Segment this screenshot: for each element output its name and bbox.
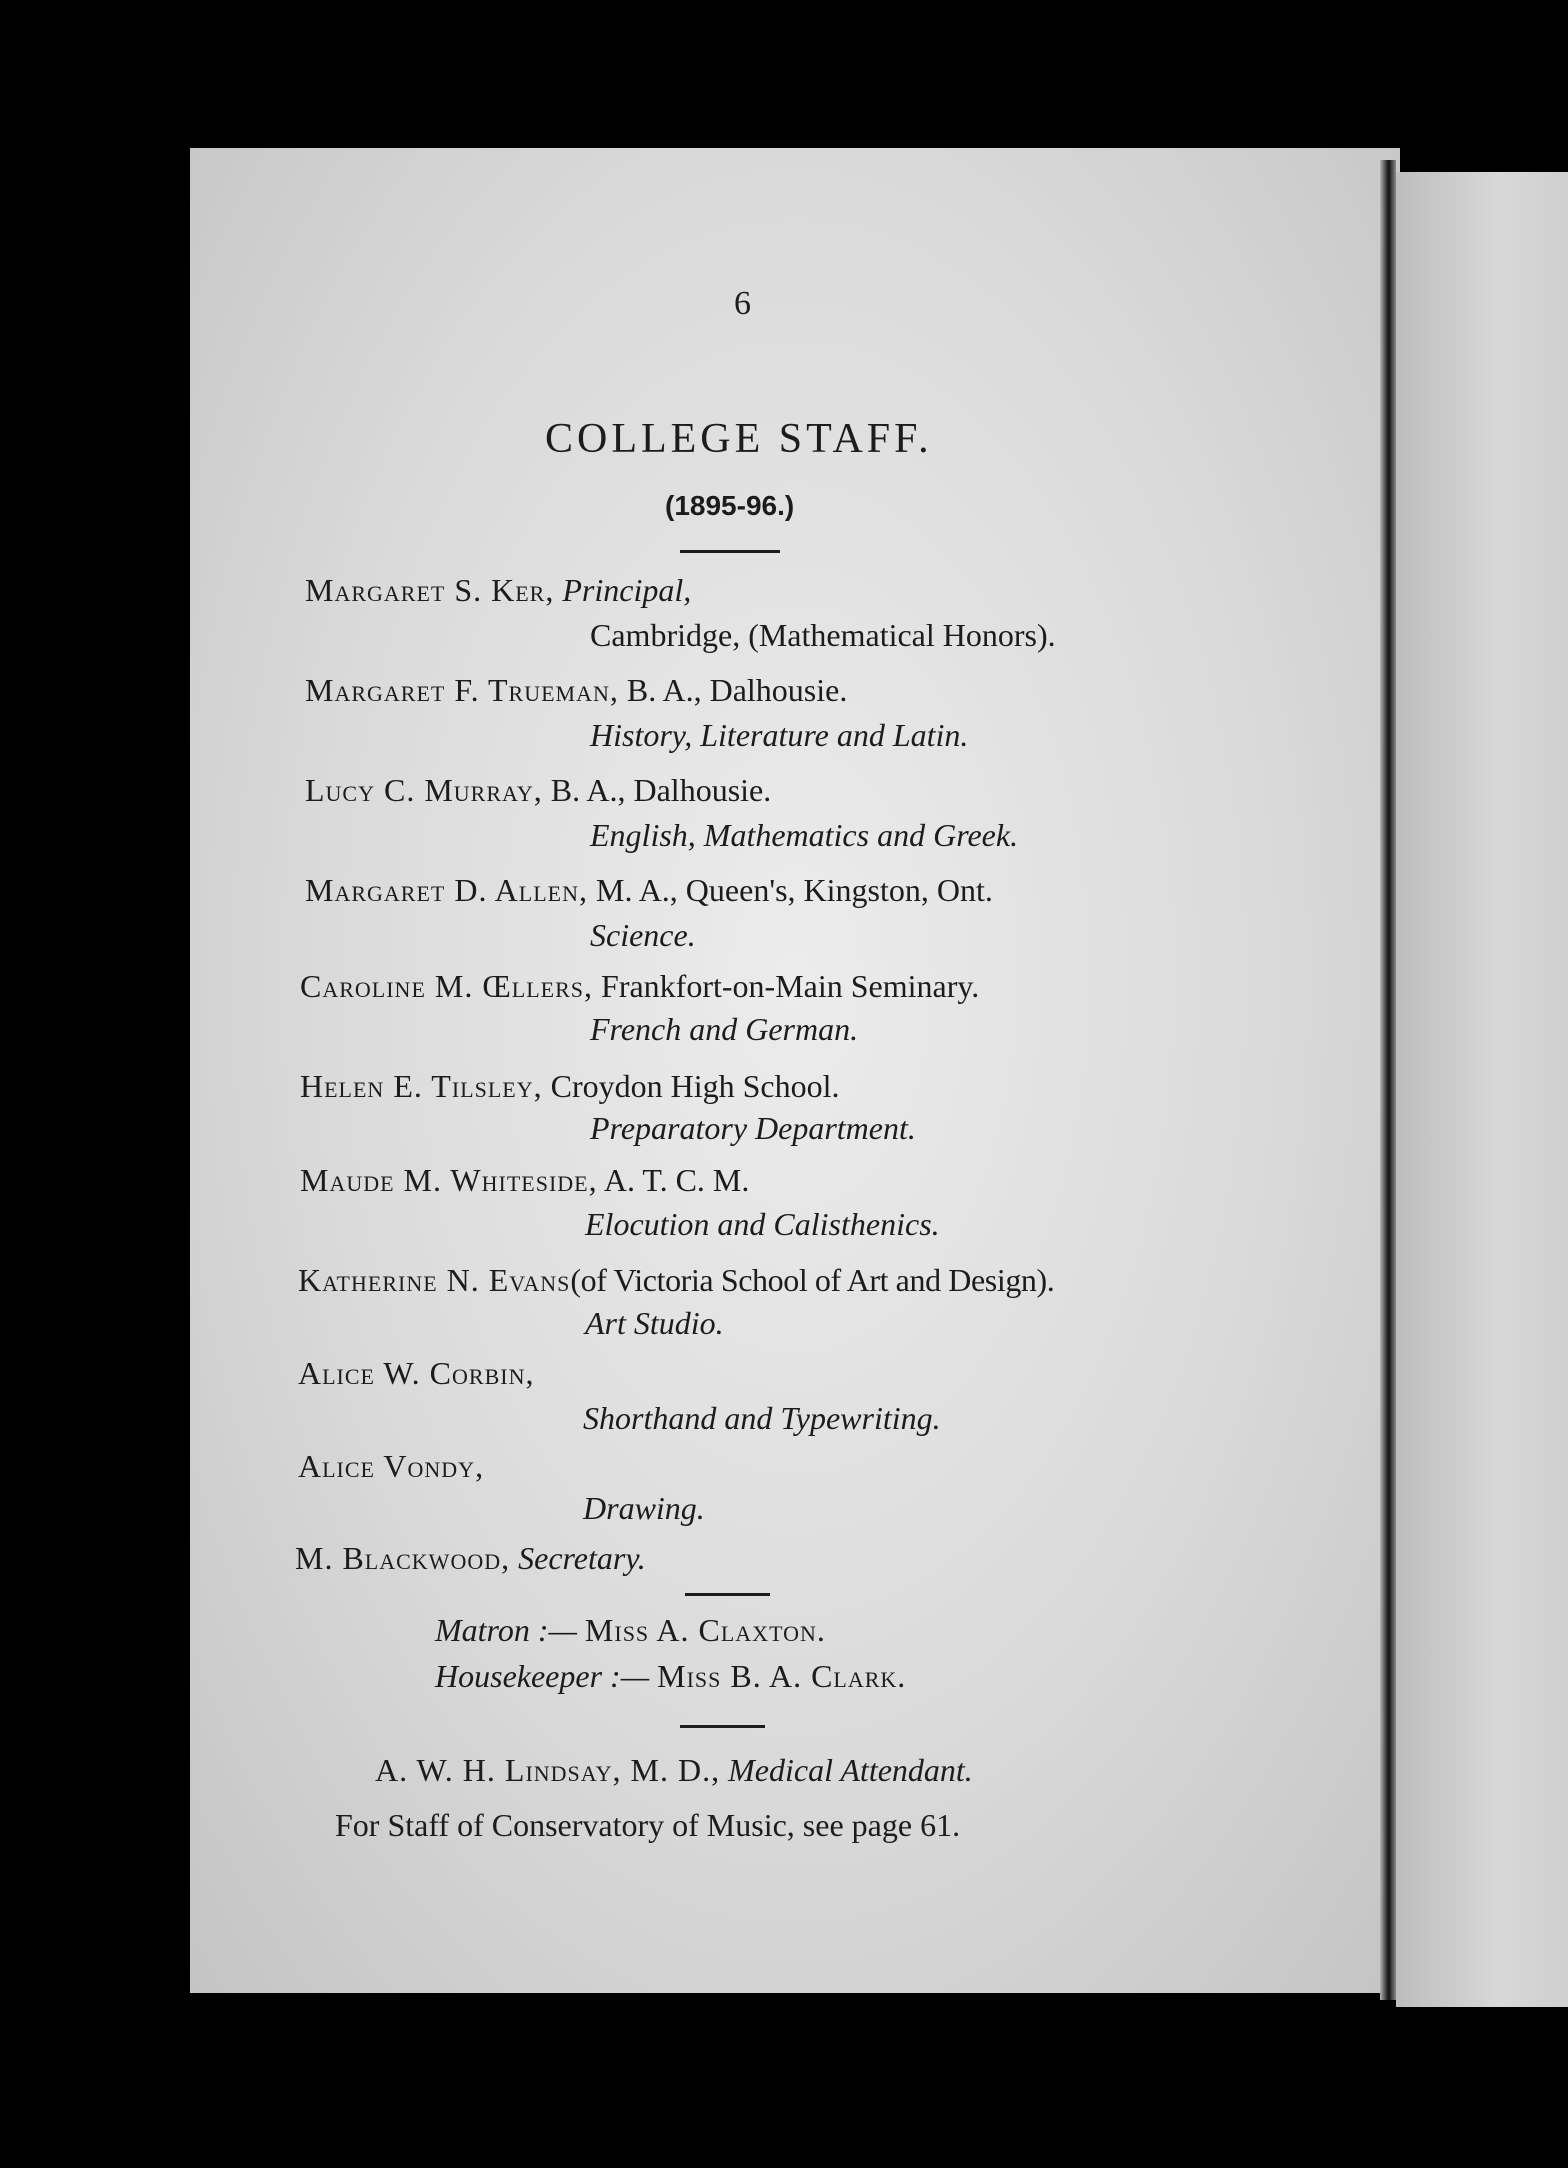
staff-degree: A. T. C. M. [603,1162,750,1198]
staff-name: Maude M. Whiteside, [300,1162,598,1198]
staff-title: Principal, [562,572,692,608]
medical-role: Medical Attendant. [728,1752,973,1788]
footer-note: For Staff of Conservatory of Music, see page 61. [335,1807,961,1843]
staff-entry [298,1448,484,1485]
household-name: Miss B. A. Clark. [657,1658,907,1694]
staff-entry [305,872,993,909]
staff-name: Alice W. Corbin, [298,1355,535,1391]
staff-degree: M. A., Queen's, Kingston, Ont. [596,872,993,908]
staff-name: Caroline M. Œllers, [300,968,594,1004]
page-year: (1895-96.) [665,490,795,521]
divider-middle [685,1593,770,1596]
staff-entry [300,968,979,1005]
staff-entry-secretary [295,1540,646,1577]
staff-entry [305,672,847,709]
staff-subjects: Art Studio. [585,1305,724,1341]
right-page-edge [1396,172,1568,2007]
staff-degree: (of Victoria School of Art and Design). [570,1262,1055,1298]
staff-name: Alice Vondy, [298,1448,485,1484]
staff-subjects: Elocution and Calisthenics. [585,1206,940,1242]
household-matron [435,1612,826,1649]
staff-subjects: French and German. [590,1011,859,1047]
staff-name: Margaret F. Trueman, [305,672,619,708]
staff-name: Katherine N. Evans [298,1262,571,1298]
staff-degree: Frankfort-on-Main Seminary. [601,968,980,1004]
staff-subjects: Drawing. [583,1490,705,1526]
staff-name: Margaret S. Ker, [305,572,555,608]
staff-name: M. Blackwood, [295,1540,511,1576]
page-title: COLLEGE STAFF. [545,416,933,462]
staff-subjects: Shorthand and Typewriting. [583,1400,941,1436]
staff-name: Margaret D. Allen, [305,872,588,908]
staff-degree: B. A., Dalhousie. [626,672,848,708]
staff-detail: Cambridge, (Mathematical Honors). [590,617,1056,653]
staff-name: Helen E. Tilsley, [300,1068,543,1104]
staff-entry [305,772,771,809]
staff-subjects: English, Mathematics and Greek. [590,817,1019,853]
staff-entry [298,1262,1054,1299]
book-gutter [1380,160,1396,2000]
staff-name: Lucy C. Murray, [305,772,543,808]
staff-title: Secretary. [518,1540,646,1576]
staff-entry-principal [305,572,691,609]
divider-bottom [680,1725,765,1728]
staff-subjects: History, Literature and Latin. [590,717,969,753]
medical-name: A. W. H. Lindsay, M. D., [375,1752,721,1788]
staff-degree: Croydon High School. [550,1068,840,1104]
staff-degree: B. A., Dalhousie. [550,772,772,808]
household-housekeeper [435,1658,906,1695]
medical-attendant [375,1752,973,1789]
staff-entry [298,1355,534,1392]
staff-subjects: Preparatory Department. [590,1110,916,1146]
divider-top [680,550,780,553]
household-role: Housekeeper :— [435,1658,650,1694]
staff-entry [300,1068,839,1105]
household-name: Miss A. Claxton. [584,1612,826,1648]
page-number: 6 [734,285,751,322]
staff-entry [300,1162,749,1199]
staff-subjects: Science. [590,917,696,953]
household-role: Matron :— [435,1612,577,1648]
